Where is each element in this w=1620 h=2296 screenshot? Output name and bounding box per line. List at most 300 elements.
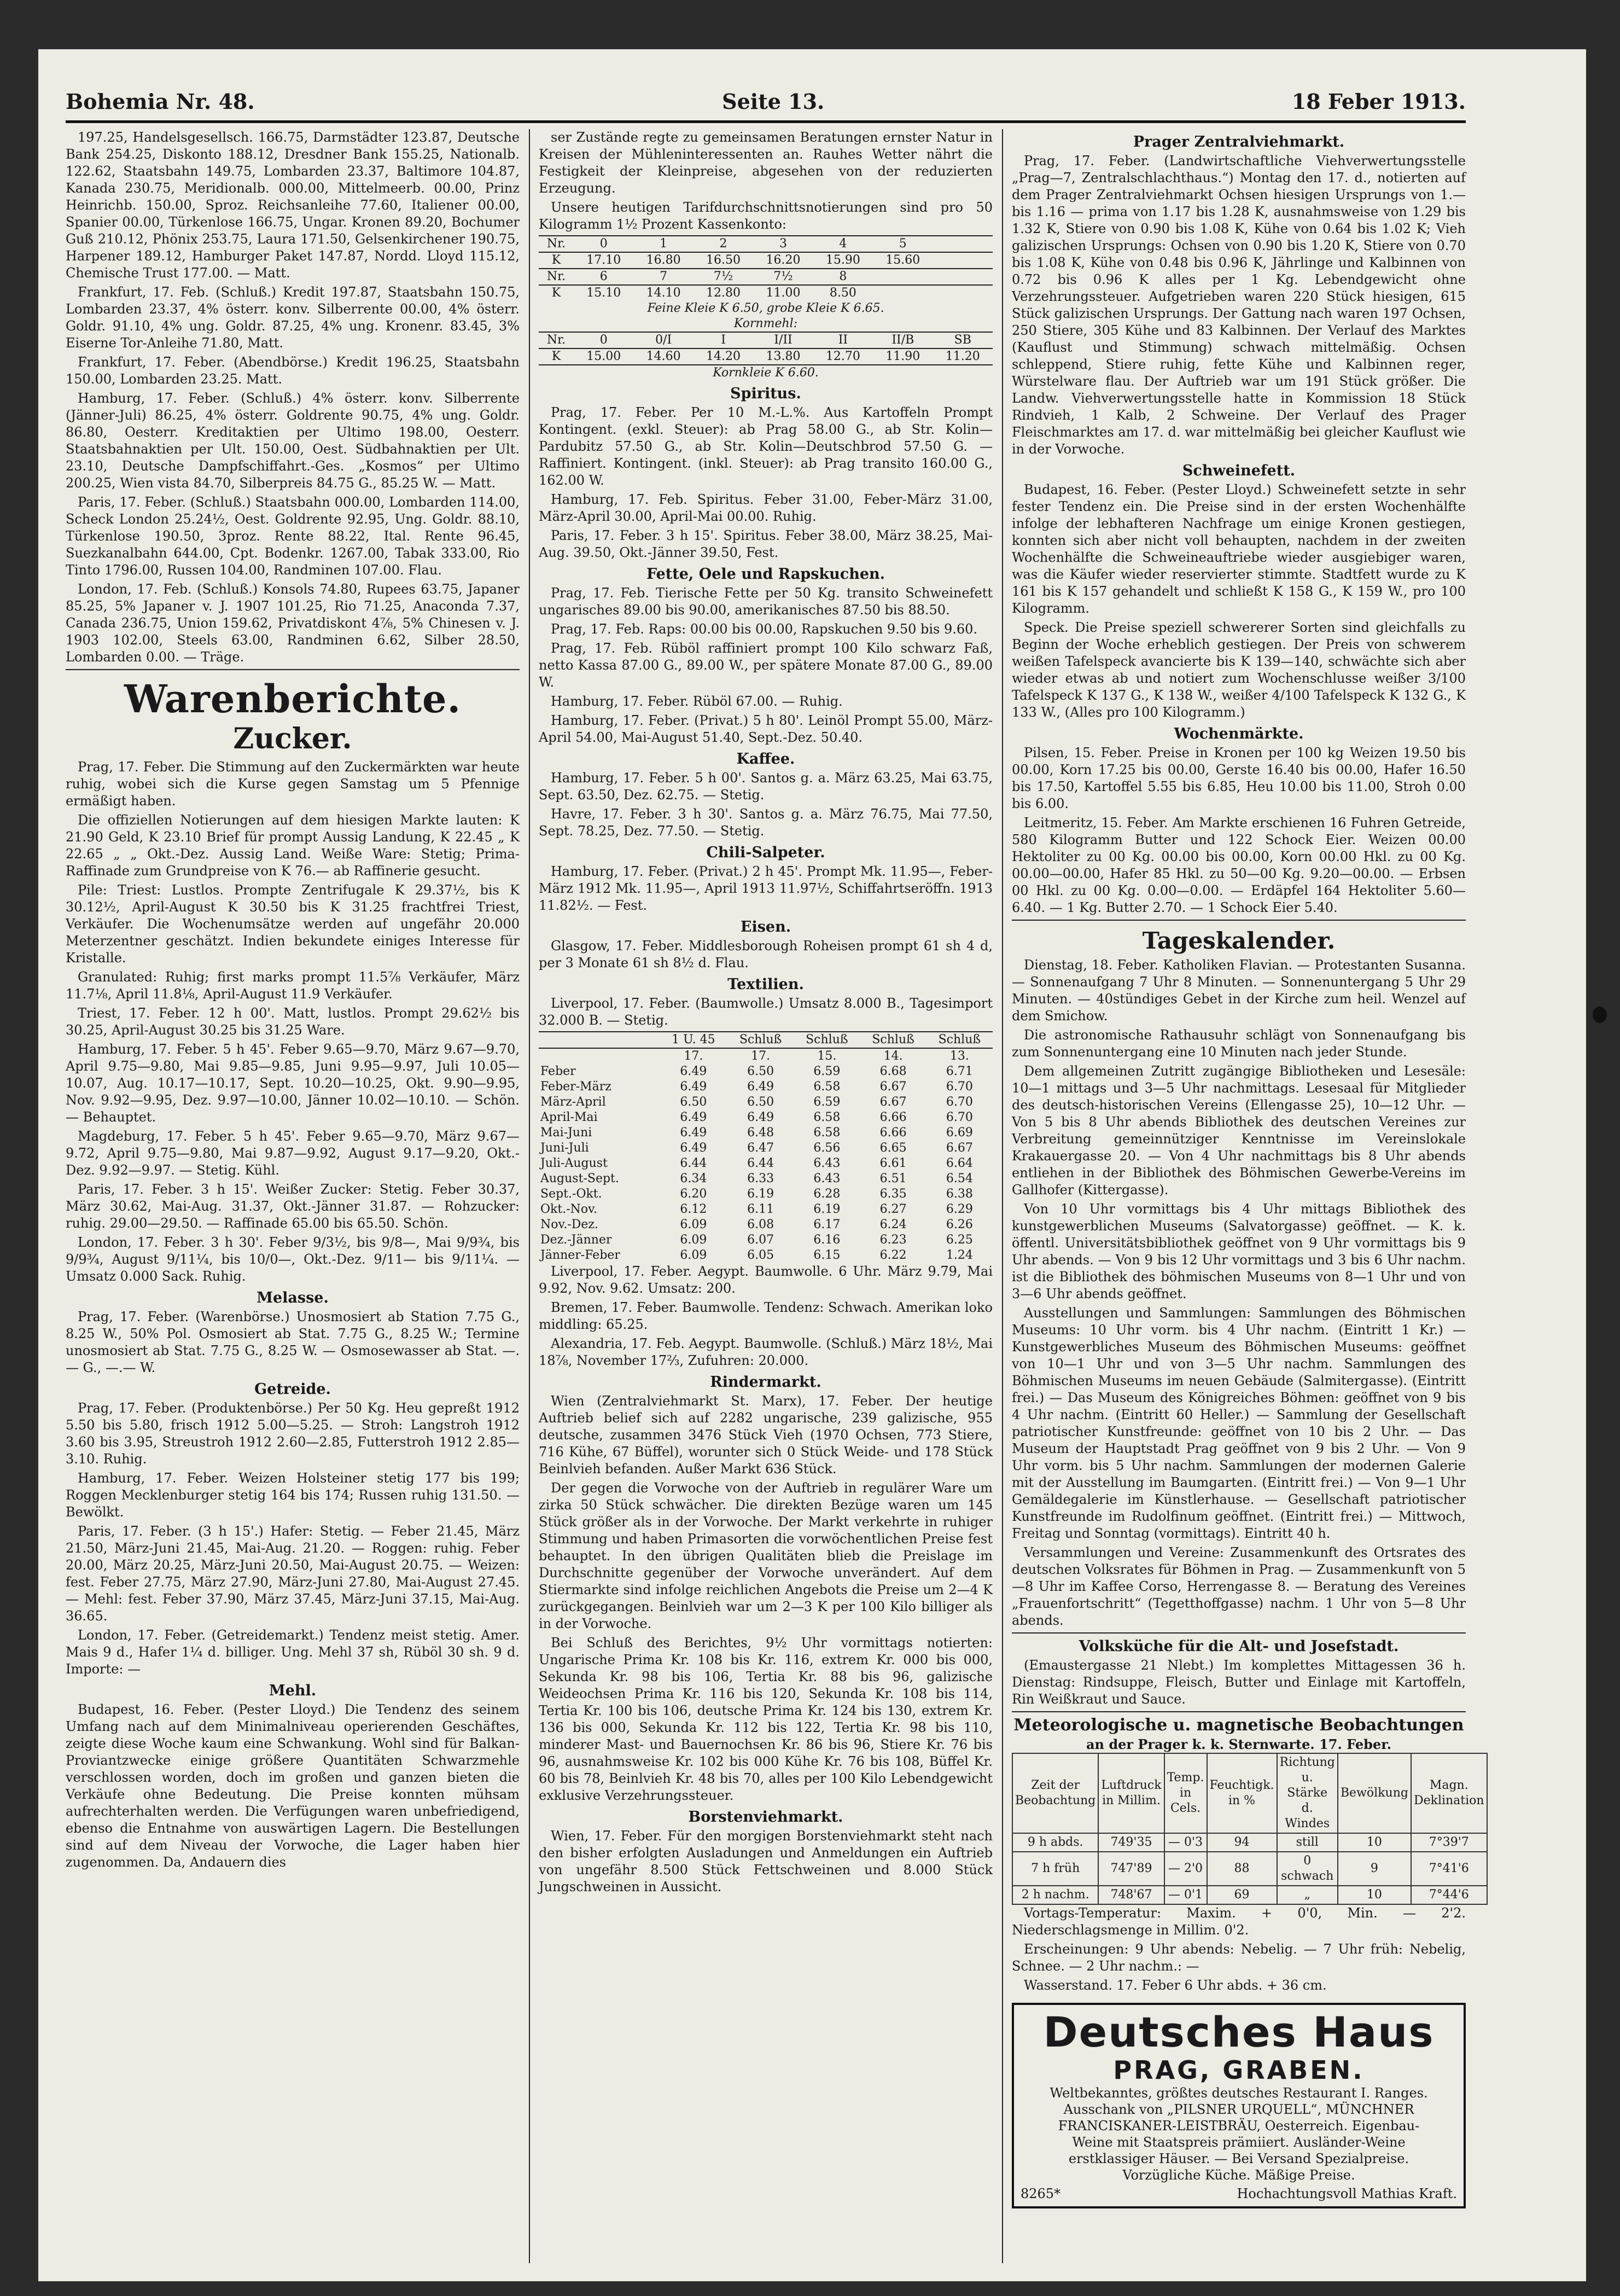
article-paragraph: Magdeburg, 17. Feber. 5 h 45'. Feber 9.65—9.70, März 9.67—9.72, April 9.75—9.80, Mai 9.87—9.92, August 9.17—9.20, Okt.-Dez. 9.92—9.97. — Stetig. Kühl. [66, 1129, 520, 1178]
article-paragraph: Budapest, 16. Feber. (Pester Lloyd.) Die Tendenz des seinem Umfang nach auf dem Minimalniveau operierenden Geschäftes, zeigte diese Woche kaum eine Schwankung. Wohl sind für Balkan-Proviantzwecke einige größere Quantitäten Schwarzmehle verschlossen worden, doch im großen und ganzen bieten die Verkäufe ohne Bedeutung. Die Preise konnten mühsam aufrechterhalten werden. Die Verfügungen waren unbefriedigend, ebenso die Entnahme von auswärtigen Lagern. Die Bestellungen sind auf dem Niveau der Vorwoche, die Lager haben hier zugenommen. Da, Andauern dies [66, 1702, 520, 1870]
article-paragraph: Hamburg, 17. Feber. 5 h 45'. Feber 9.65—9.70, März 9.67—9.70, April 9.75—9.80, Mai 9.85—9.85, Juni 9.95—9.97, Juli 10.05—10.07, Aug. 10.17—10.17, Sept. 10.20—10.25, Okt. 9.90—9.95, Nov. 9.92—9.95, Dez. 9.97—10.00, Jänner 10.02—10.10. — Schön. — Behauptet. [66, 1042, 520, 1125]
article-paragraph: Frankfurt, 17. Feb. (Schluß.) Kredit 197.87, Staatsbahn 150.75, Lombarden 23.37, 4% österr. konv. Silberrente 00.00, 4% österr. Goldr. 91.10, 4% ung. Goldr. 87.25, 4% ung. Kronenr. 83.45, 3% Eiserne Tor-Anleihe 71.80, Matt. [66, 284, 520, 351]
table-header-cell: Feuchtigk. in % [1207, 1753, 1277, 1833]
article-paragraph: Hamburg, 17. Feber. Weizen Holsteiner stetig 177 bis 199; Roggen Mecklenburger stetig 164 bis 174; Russen ruhig 131.50. — Bewölkt. [66, 1470, 520, 1520]
table-cell: 6.43 [813, 1156, 841, 1170]
table-cell: 13.80 [766, 350, 801, 363]
table-row [539, 1156, 993, 1171]
table-note: Kornmehl: [733, 317, 798, 330]
table-cell: 94 [1207, 1833, 1277, 1852]
table-cell: 6.38 [946, 1187, 973, 1201]
table-cell: Schluß [872, 1033, 914, 1047]
table-cell: Nr. [546, 270, 566, 283]
table-cell: 15. [817, 1049, 837, 1063]
table-cell: 12.80 [706, 286, 741, 300]
article-paragraph: Paris, 17. Feber. (Schluß.) Staatsbahn 000.00, Lombarden 114.00, Scheck London 25.24½, Oest. Goldrente 92.95, Ung. Goldr. 88.10, Türkenlose 190.50, 3proz. Rente 88.22, Ital. Rente 96.45, Suezkanalbahn 644.00, Cpt. Bodenkr. 1267.00, Tabak 333.00, Rio Tinto 1796.00, Russen 104.00, Randminen 107.00. Flau. [66, 495, 520, 578]
table-cell: Sept.-Okt. [540, 1187, 602, 1201]
table-cell: Schluß [938, 1033, 981, 1047]
table-cell: Nov.-Dez. [540, 1218, 598, 1231]
column-rule-2 [1002, 129, 1003, 2263]
table-cell: 6.50 [680, 1095, 707, 1109]
table-row [539, 1079, 993, 1095]
section-heading-zucker: Zucker. [233, 722, 352, 755]
table-cell: 16.80 [646, 253, 681, 267]
section-rule [1012, 920, 1466, 921]
ad-subtitle: PRAG, GRABEN. [1113, 2055, 1365, 2085]
header-right: 18 Feber 1913. [1291, 89, 1466, 114]
table-cell: 0 [599, 333, 608, 347]
table-cell: Dez.-Jänner [540, 1233, 612, 1247]
table-cell: 69 [1207, 1886, 1277, 1904]
article-paragraph: Hamburg, 17. Feber. Rüböl 67.00. — Ruhig. [551, 694, 843, 709]
article-paragraph: Prag, 17. Feb. Tierische Fette per 50 Kg. transito Schweinefett ungarisches 89.00 bis 90.00, amerikanisches 87.50 bis 88.50. [539, 585, 993, 618]
table-header-cell: Zeit der Beobachtung [1012, 1753, 1098, 1833]
table-note: Feine Kleie K 6.50, grobe Kleie K 6.65. [647, 301, 884, 315]
table-cell: 6.50 [747, 1095, 774, 1109]
table-header-cell: Magn. Deklination [1411, 1753, 1487, 1833]
header-center: Seite 13. [722, 89, 825, 114]
article-paragraph: Versammlungen und Vereine: Zusammenkunft des Ortsrates des deutschen Volksrates für Böhmen in Prag. — Zusammenkunft von 5—8 Uhr im Kaffee Corso, Herrengasse 8. — Beratung des Vereines „Frauenfortschritt“ (Tegetthoffgasse) nachm. 1 Uhr von 5—8 Uhr abends. [1012, 1545, 1466, 1628]
article-paragraph: Unsere heutigen Tarifdurchschnittsnotierungen sind pro 50 Kilogramm 1½ Prozent Kassenkonto: [539, 200, 993, 232]
article-paragraph: Dienstag, 18. Feber. Katholiken Flavian. — Protestanten Susanna. — Sonnenaufgang 7 Uhr 8 Minuten. — Sonnenuntergang 5 Uhr 29 Minuten. — 40stündiges Gebet in der Kirche zum heil. Wenzel auf dem Smichow. [1012, 957, 1466, 1024]
table-row [539, 1187, 993, 1202]
flour-price-table [539, 235, 993, 381]
table-cell: 9 [1338, 1852, 1411, 1886]
table-header-row [1012, 1753, 1487, 1833]
table-header-cell: Luftdruck in Millim. [1098, 1753, 1164, 1833]
ad-line: erstklassiger Häuser. — Bei Versand Spezialpreise. [1068, 2151, 1409, 2166]
article-paragraph: Die astronomische Rathausuhr schlägt von Sonnenaufgang bis zum Sonnenuntergang eine 10 Minuten nach jeder Stunde. [1012, 1027, 1466, 1060]
section-heading-rindermarkt: Rindermarkt. [710, 1374, 821, 1391]
table-cell: 11.90 [885, 350, 920, 363]
table-cell: März-April [540, 1095, 606, 1109]
table-row [539, 1248, 993, 1263]
article-paragraph: Hamburg, 17. Feber. (Privat.) 5 h 80'. Leinöl Prompt 55.00, März-April 54.00, Mai-August 51.40, Sept.-Dez. 50.40. [539, 713, 993, 745]
table-cell: 6.69 [946, 1126, 973, 1140]
table-cell: 0 [599, 237, 608, 251]
ad-line: Vorzügliche Küche. Mäßige Preise. [1122, 2167, 1355, 2183]
table-cell: 7°44'6 [1411, 1886, 1487, 1904]
table-cell: 6.20 [680, 1187, 707, 1201]
section-heading-chili: Chili-Salpeter. [706, 844, 825, 861]
table-cell: 4 [839, 237, 847, 251]
table-cell: 17. [684, 1049, 703, 1063]
table-cell: 6.49 [680, 1065, 707, 1078]
ad-line: FRANCISKANER-LEISTBRÄU, Oesterreich. Eigenbau- [1058, 2118, 1420, 2134]
table-cell: 6.66 [879, 1111, 907, 1124]
table-cell: 6.12 [680, 1202, 707, 1216]
table-cell: 17.10 [586, 253, 621, 267]
table-row [1012, 1852, 1487, 1886]
article-paragraph: Speck. Die Preise speziell schwererer Sorten sind gleichfalls zu Beginn der Woche erheblich gestiegen. Der Preis von schwerem weißen Tafelspeck avancierte bis K 139—140, schwächte sich aber wieder etwas ab und notiert zum Wochenschlusse weißer 3/100 Tafelspeck K 137 G., K 138 W., weißer 4/100 Tafelspeck K 132 G., K 133 W., (Alles pro 100 Kilogramm.) [1012, 620, 1466, 720]
table-cell: 6.25 [946, 1233, 973, 1247]
ad-line: Weine mit Staatspreis prämiiert. Ausländer-Weine [1072, 2135, 1406, 2150]
table-header-row [539, 1032, 993, 1048]
table-cell: — 0'1 [1164, 1886, 1207, 1904]
table-cell: 6.58 [813, 1111, 841, 1124]
table-cell: 6.19 [813, 1202, 841, 1216]
section-heading-meteorologische: Meteorologische u. magnetische Beobachtungen [1013, 1716, 1464, 1735]
table-cell: 1 [660, 237, 668, 251]
advertisement-deutsches-haus [1012, 2003, 1466, 2208]
article-paragraph: Granulated: Ruhig; first marks prompt 11.5⅞ Verkäufer, März 11.7⅛, April 11.8⅛, April-August 11.9 Verkäufer. [66, 969, 520, 1002]
table-cell: 6.67 [946, 1141, 973, 1155]
header-left: Bohemia Nr. 48. [66, 89, 255, 114]
column-1 [66, 129, 520, 2274]
table-cell: 6.49 [747, 1080, 774, 1094]
article-paragraph: Der gegen die Vorwoche von der Auftrieb in regulärer Ware um zirka 50 Stück schwächer. Die direkten Bezüge waren um 145 Stück größer als in der Vorwoche. Der Markt verkehrte in ruhiger Stimmung und haben Primasorten die vorwöchentlichen Preise fest behauptet. In den übrigen Qualitäten blieb die Preislage im Durchschnitte gegenüber der Vorwoche unverändert. Auf dem Stiermarkte sind infolge reichlichen Angebots die Preise um 2—4 K zurückgegangen. Beinlvieh war um 2—3 K per 100 Kilo billiger als in der Vorwoche. [539, 1480, 993, 1631]
table-cell: I/II [774, 333, 792, 347]
table-cell: 0 schwach [1277, 1852, 1338, 1886]
table-cell: K [551, 253, 561, 267]
table-cell: 10 [1338, 1886, 1411, 1904]
table-cell: 7°41'6 [1411, 1852, 1487, 1886]
section-heading-spiritus: Spiritus. [730, 385, 801, 402]
table-cell: 6.70 [946, 1111, 973, 1124]
table-cell: 16.50 [706, 253, 741, 267]
table-cell: 10 [1338, 1833, 1411, 1852]
table-cell: — 2'0 [1164, 1852, 1207, 1886]
article-paragraph: Bei Schluß des Berichtes, 9½ Uhr vormittags notierten: Ungarische Prima Kr. 108 bis Kr. 116, extrem Kr. 000 bis 000, Sekunda Kr. 98 bis 106, Tertia Kr. 88 bis 96, galizische Weideochsen Prima Kr. 116 bis 120, Sekunda Kr. 108 bis 114, Tertia Kr. 100 bis 106, deutsche Prima Kr. 124 bis 130, extrem Kr. 136 bis 000, Sekunda Kr. 112 bis 122, Tertia Kr. 98 bis 110, minderer Mast- und Bauernochsen Kr. 86 bis 96, Stiere Kr. 76 bis 96, ausnahmsweise Kr. 102 bis 000 Kühe Kr. 76 bis 108, Büffel Kr. 60 bis 78, Beinlvieh Kr. 48 bis 70, alles per 100 Kilo Lebendgewicht exklusive Verzehrungssteuer. [539, 1635, 993, 1803]
article-paragraph: London, 17. Feber. (Getreidemarkt.) Tendenz meist stetig. Amer. Mais 9 d., Hafer 1¼ d. billiger. Ung. Mehl 37 sh, Rüböl 30 sh. 9 d. Importe: — [66, 1627, 520, 1677]
table-cell [873, 285, 933, 301]
table-row [1012, 1833, 1487, 1852]
table-header-row [539, 236, 993, 252]
article-paragraph: Liverpool, 17. Feber. Aegypt. Baumwolle. 6 Uhr. März 9.79, Mai 9.92, Nov. 9.62. Umsatz: 200. [539, 1264, 993, 1296]
section-heading-tageskalender: Tageskalender. [1142, 927, 1336, 954]
table-cell: 6.19 [747, 1187, 774, 1201]
table-cell: 6.71 [946, 1065, 973, 1078]
table-cell: 749'35 [1098, 1833, 1164, 1852]
table-cell: 6.05 [747, 1248, 774, 1262]
table-cell: 88 [1207, 1852, 1277, 1886]
ad-code: 8265* [1021, 2186, 1061, 2201]
cotton-price-table [539, 1031, 993, 1263]
article-paragraph: Paris, 17. Feber. 3 h 15'. Spiritus. Feber 38.00, März 38.25, Mai-Aug. 39.50, Okt.-Jänner 39.50, Fest. [539, 528, 993, 560]
section-heading-getreide: Getreide. [254, 1381, 331, 1398]
table-cell: 6.48 [747, 1126, 774, 1140]
table-row [539, 1233, 993, 1248]
ad-line: Ausschank von „PILSNER URQUELL“, MÜNCHNER [1063, 2102, 1414, 2117]
table-cell: 6.50 [747, 1065, 774, 1078]
article-paragraph: Prag, 17. Feb. Raps: 00.00 bis 00.00, Rapskuchen 9.50 bis 9.60. [551, 621, 978, 637]
article-paragraph: Prag, 17. Feber. (Warenbörse.) Unosmosiert ab Station 7.75 G., 8.25 W., 50% Pol. Osmosiert ab Stat. 7.75 G., 8.25 W.; Termine unosmosiert ab Stat. 7.75 G., 8.25 W. — Osmosewasser ab Stat. —.— G., —.— W. [66, 1309, 520, 1375]
table-cell [539, 1048, 660, 1064]
ad-signature: Hochachtungsvoll Mathias Kraft. [1237, 2186, 1457, 2201]
table-cell: „ [1277, 1886, 1338, 1904]
article-paragraph: London, 17. Feb. (Schluß.) Konsols 74.80, Rupees 63.75, Japaner 85.25, 5% Japaner v. J. 1907 101.25, Rio 71.25, Anaconda 7.37, Canada 236.75, Union 159.62, Privatdiskont 4⅞, 5% Chinesen v. J. 1903 102.00, Steels 63.00, Randminen 6.62, Silber 28.50, Lombarden 0.00. — Träge. [66, 582, 520, 665]
table-row [539, 1048, 993, 1064]
table-cell: 6.11 [747, 1202, 774, 1216]
table-row [539, 1202, 993, 1217]
table-cell: 5 [899, 237, 907, 251]
article-paragraph: Wien (Zentralviehmarkt St. Marx), 17. Feber. Der heutige Auftrieb belief sich auf 2282 ungarische, 239 galizische, 955 deutsche, zusammen 3476 Stück Vieh (1970 Ochsen, 773 Stiere, 716 Kühe, 67 Büffel), worunter sich 0 Stück Weide- und 178 Stück Beinlvieh befanden. Außer Markt 636 Stück. [539, 1393, 993, 1477]
table-cell: II/B [891, 333, 914, 347]
table-cell: 6.49 [680, 1141, 707, 1155]
page-header [66, 81, 1466, 114]
table-cell: 6.09 [680, 1233, 707, 1247]
table-cell: 6.16 [813, 1233, 841, 1247]
table-cell: 6.54 [946, 1172, 973, 1185]
table-cell: 7½ [773, 270, 793, 283]
table-cell: Juli-August [540, 1156, 608, 1170]
table-row [539, 348, 993, 365]
table-cell: 6.28 [813, 1187, 841, 1201]
article-paragraph: Prag, 17. Feber. Die Stimmung auf den Zuckermärkten war heute ruhig, wobei sich die Kurse gegen Samstag um 5 Pfennige ermäßigt haben. [66, 759, 520, 809]
table-cell: 6.68 [879, 1065, 907, 1078]
table-header-cell: Richtung u. Stärke d. Windes [1277, 1753, 1338, 1833]
table-cell: 6.47 [747, 1141, 774, 1155]
table-row [539, 1141, 993, 1156]
table-cell: 6.44 [747, 1156, 774, 1170]
table-row [539, 269, 993, 285]
article-paragraph: Triest, 17. Feber. 12 h 00'. Matt, lustlos. Prompt 29.62½ bis 30.25, April-August 30.25 bis 31.25 Ware. [66, 1005, 520, 1038]
table-cell: 6.27 [879, 1202, 907, 1216]
article-paragraph: Havre, 17. Feber. 3 h 30'. Santos g. a. März 76.75, Mai 77.50, Sept. 78.25, Dez. 77.50. — Stetig. [539, 806, 993, 839]
column-rule-1 [529, 129, 530, 2263]
table-cell: 6.67 [879, 1095, 907, 1109]
table-cell: 6.64 [946, 1156, 973, 1170]
table-cell: 15.90 [825, 253, 860, 267]
table-cell: 6.58 [813, 1126, 841, 1140]
table-row [539, 1125, 993, 1141]
table-cell: 15.60 [885, 253, 920, 267]
table-cell: 7½ [713, 270, 733, 283]
table-cell: 14.20 [706, 350, 741, 363]
table-cell: 747'89 [1098, 1852, 1164, 1886]
article-paragraph: Hamburg, 17. Feber. (Privat.) 2 h 45'. Prompt Mk. 11.95—, Feber-März 1912 Mk. 11.95—, April 1913 11.97½, Schiffahrtseröffn. 1913 11.82½. — Fest. [539, 864, 993, 913]
table-cell: 6.15 [813, 1248, 841, 1262]
table-cell: 1 U. 45 [672, 1033, 715, 1047]
table-cell: still [1277, 1833, 1338, 1852]
article-paragraph: Vortags-Temperatur: Maxim. + 0'0, Min. — 2'2. Niederschlagsmenge in Millim. 0'2. [1012, 1905, 1466, 1938]
article-paragraph: Alexandria, 17. Feb. Aegypt. Baumwolle. (Schluß.) März 18½, Mai 18⅞, November 17⅔, Zufuhren: 20.000. [539, 1336, 993, 1368]
table-cell: 6.17 [813, 1218, 841, 1231]
article-paragraph: Ausstellungen und Sammlungen: Sammlungen des Böhmischen Museums: 10 Uhr vorm. bis 4 Uhr nachm. (Eintritt 1 Kr.) — Kunstgewerbliches Museum des Böhmischen Museums: geöffnet von 10—1 Uhr und von 3—5 Uhr nachm. Sammlungen des Böhmischen Museums im neuen Gebäude (Salmitergasse). (Eintritt frei.) — Das Museum des Königreiches Böhmen: geöffnet von 9 bis 4 Uhr nachm. (Eintritt 60 Heller.) — Sammlung der Gesellschaft patriotischer Kunstfreunde: geöffnet von 10 bis 2 Uhr. — Das Museum der Hauptstadt Prag geöffnet von 9 bis 2 Uhr. — Von 9 Uhr vorm. bis 5 Uhr nachm. Sammlungen der modernen Galerie mit der Ausstellung im Baumgarten. (Eintritt frei.) — Von 9—1 Uhr Gemäldegalerie im Künstlerhause. — Gesellschaft patriotischer Kunstfreunde im Rudolfinum geöffnet. (Eintritt frei.) — Mittwoch, Freitag und Sonntag (vormittags). Eintritt 40 h. [1012, 1305, 1466, 1541]
article-paragraph: Pilsen, 15. Feber. Preise in Kronen per 100 kg Weizen 19.50 bis 00.00, Korn 17.25 bis 00.00, Gerste 16.40 bis 00.00, Hafer 16.50 bis 17.50, Kartoffel 5.55 bis 6.85, Heu 10.00 bis 11.00, Stroh 0.00 bis 6.00. [1012, 745, 1466, 811]
table-cell: 8 [839, 270, 847, 283]
column-2 [539, 129, 993, 2274]
article-paragraph: Prag, 17. Feber. Per 10 M.-L.%. Aus Kartoffeln Prompt Kontingent. (exkl. Steuer): ab Prag 58.00 G., ab Str. Kolin—Pardubitz 57.50 G., ab Str. Kolin—Deutschbrod 57.50 G. — Raffiniert. Kontingent. (inkl. Steuer): ab Prag transito 160.00 G., 162.00 W. [539, 405, 993, 488]
table-cell [933, 269, 993, 285]
article-paragraph: Glasgow, 17. Feber. Middlesborough Roheisen prompt 61 sh 4 d, per 3 Monate 61 sh 8½ d. Flau. [539, 938, 993, 970]
table-cell [933, 285, 993, 301]
table-cell: 17. [751, 1049, 771, 1063]
ad-title: Deutsches Haus [1043, 2008, 1435, 2056]
table-cell: 6.51 [879, 1172, 907, 1185]
article-paragraph: Die offiziellen Notierungen auf dem hiesigen Markte lauten: K 21.90 Geld, K 23.10 Brief für prompt Aussig Landung, K 22.45 „ K 22.65 „ „ Okt.-Dez. Aussig Land. Weiße Ware: Stetig; Prima-Raffinade zum Grundpreise von K 76.— ab Raffinerie gesucht. [66, 812, 520, 879]
table-cell: 6.49 [680, 1111, 707, 1124]
table-cell: 6.67 [879, 1080, 907, 1094]
table-cell: Okt.-Nov. [540, 1202, 597, 1216]
table-cell: Juni-Juli [540, 1141, 589, 1155]
table-cell: Feber-März [540, 1080, 611, 1094]
article-paragraph: Frankfurt, 17. Feber. (Abendbörse.) Kredit 196.25, Staatsbahn 150.00, Lombarden 23.25. Matt. [66, 354, 520, 387]
table-cell: 8.50 [829, 286, 856, 300]
header-rule [66, 120, 1466, 123]
table-cell: 6.70 [946, 1080, 973, 1094]
table-cell: K [551, 350, 561, 363]
table-cell: Jänner-Feber [540, 1248, 620, 1262]
table-cell: 6.49 [680, 1126, 707, 1140]
section-heading-volkskueche: Volksküche für die Alt- und Josefstadt. [1079, 1638, 1399, 1655]
article-paragraph: Prag, 17. Feber. (Landwirtschaftliche Viehverwertungsstelle „Prag—7, Zentralschlachthaus.“) Montag den 17. d., notierten auf dem Prager Zentralviehmarkt Ochsen hiesigen Ursprungs von 1.— bis 1.16 — prima von 1.17 bis 1.28 K, ausnahmsweise von 1.29 bis 1.32 K, Stiere von 0.90 bis 1.08 K, Kühe von 0.64 bis 1.02 K; Vieh galizischen Ursprungs: Ochsen von 0.90 bis 1.20 K, Stiere von 0.70 bis 1.08 K, Kühe von 0.48 bis 0.96 K, Jährlinge und Kalbinnen von 0.72 bis 0.96 K alles per 1 Kg. Lebendgewicht ohne Verzehrungssteuer. Aufgetrieben waren 220 Stück hiesigen, 615 Stück galizischen Ursprungs. Der Gattung nach waren 197 Ochsen, 250 Stiere, 305 Kühe und 83 Kalbinnen. Der Verlauf des Marktes (Kauflust und Stimmung) schwach mittelmäßig. Ochsen schleppend, Stiere ruhig, fette Kühe und Kalbinnen reger, Würstelware flau. Der Auftrieb war um 191 Stück größer. Die Landw. Viehverwertungsstelle hatte in Kommission 18 Stück Rindvieh, 1 Kalb, 2 Schweine. Der Verlauf des Prager Fleischmarktes am 17. d. war mittelmäßig bei gleicher Kauflust wie in der Vorwoche. [1012, 153, 1466, 457]
section-heading-prager-zentralviehmarkt: Prager Zentralviehmarkt. [1133, 133, 1345, 150]
table-row [539, 1095, 993, 1110]
table-cell: 6.24 [879, 1218, 907, 1231]
article-paragraph: London, 17. Feber. 3 h 30'. Feber 9/3½, bis 9/8—, Mai 9/9¾, bis 9/9¾, August 9/11¼, bis 10/0—, Okt.-Dez. 9/11— bis 9/11¼. — Umsatz 0.000 Sack. Ruhig. [66, 1235, 520, 1284]
table-row [1012, 1886, 1487, 1904]
article-paragraph: Dem allgemeinen Zutritt zugängige Bibliotheken und Lesesäle: 10—1 mittags und 3—5 Uhr nachmittags. Lesesaal für Mitglieder des deutsch-historischen Vereins (Ellengasse 25), 10—12 Uhr. — Von 5 bis 8 Uhr abends Bibliothek des deutschen Vereines zur Verbreitung gemeinnütziger Kenntnisse im Vereinslokale Krakauergasse 20. — Von 4 Uhr nachmittags bis 8 Uhr abends entliehen in der Bibliothek des Böhmischen Gewerbe-Vereins im Gallhofer (Kittergasse). [1012, 1063, 1466, 1198]
table-cell: Schluß [806, 1033, 848, 1047]
table-cell [933, 236, 993, 252]
section-heading-schweinefett: Schweinefett. [1182, 462, 1296, 479]
table-cell: 16.20 [766, 253, 801, 267]
table-cell: — 0'3 [1164, 1833, 1207, 1852]
table-cell: 6.65 [879, 1141, 907, 1155]
ad-footer [1021, 2185, 1457, 2202]
section-heading-textilien: Textilien. [727, 976, 804, 993]
meteo-subtitle: an der Prager k. k. Sternwarte. 17. Feber. [1086, 1736, 1392, 1752]
article-paragraph: (Emaustergasse 21 Nlebt.) Im komplettes Mittagessen 36 h. Dienstag: Rindsuppe, Fleisch, Butter und Einlage mit Kartoffeln, Rin Weißkraut und Sauce. [1012, 1658, 1466, 1707]
article-paragraph: Bremen, 17. Feber. Baumwolle. Tendenz: Schwach. Amerikan loko middling: 65.25. [539, 1300, 993, 1332]
weather-table [1012, 1753, 1488, 1905]
table-cell: 6.34 [680, 1172, 707, 1185]
table-cell: I [721, 333, 726, 347]
section-heading-mehl: Mehl. [269, 1682, 317, 1699]
table-cell: K [551, 286, 561, 300]
table-cell: 6 [599, 270, 608, 283]
article-paragraph: Hamburg, 17. Feb. Spiritus. Feber 31.00, Feber-März 31.00, März-April 30.00, April-Mai 00.00. Ruhig. [539, 492, 993, 524]
table-cell: 14.10 [646, 286, 681, 300]
article-paragraph: Hamburg, 17. Feber. (Schluß.) 4% österr. konv. Silberrente (Jänner-Juli) 86.25, 4% österr. Goldrente 90.75, 4% ung. Goldr. 86.80, Oesterr. Kreditaktien per Ultimo 198.00, Oesterr. Staatsbahnaktien per Ult. 150.00, Oest. Südbahnaktien per Ult. 23.10, Deutsche Dampfschiffahrt.-Ges. „Kosmos“ per Ultimo 200.25, Wien vista 84.70, Silberpreis 84.75 G., 85.25 W. — Matt. [66, 391, 520, 491]
section-heading-wochenmaerkte: Wochenmärkte. [1174, 725, 1304, 742]
article-paragraph: Leitmeritz, 15. Feber. Am Markte erschienen 16 Fuhren Getreide, 580 Kilogramm Butter und 122 Schock Eier. Weizen 00.00 Hektoliter zu 00 Kg. 00.00 bis 00.00, Korn 00.00 Hkl. zu 00 Kg. 00.00—00.00, Hafer 85 Hkl. zu 50—00 Kg. 9.20—00.00. — Erbsen 00 Hkl. zu 00 Kg. 0.00—0.00. — Erdäpfel 164 Hektoliter 5.60—6.40. — 1 Kg. Butter 2.70. — 1 Schock Eier 5.40. [1012, 815, 1466, 915]
table-cell: 11.00 [766, 286, 801, 300]
table-cell: 6.49 [747, 1111, 774, 1124]
table-cell: 14.60 [646, 350, 681, 363]
table-cell: 12.70 [825, 350, 860, 363]
section-rule [1012, 1632, 1466, 1634]
page-dot [1593, 1007, 1607, 1023]
table-cell: 7 [660, 270, 668, 283]
table-cell: 15.00 [586, 350, 621, 363]
article-paragraph: Wasserstand. 17. Feber 6 Uhr abds. + 36 cm. [1024, 1978, 1327, 1993]
table-row [539, 365, 993, 381]
table-cell: August-Sept. [540, 1172, 619, 1185]
table-cell: 14. [883, 1049, 903, 1063]
table-cell: 6.33 [747, 1172, 774, 1185]
table-row [539, 285, 993, 301]
table-cell: 0/I [655, 333, 672, 347]
table-cell: April-Mai [540, 1111, 598, 1124]
article-paragraph: Pile: Triest: Lustlos. Prompte Zentrifugale K 29.37½, bis K 30.12½, April-August K 30.50 bis K 31.25 frachtfrei Triest, Verkäufer. Die Wochenumsätze werden auf ungefähr 20.000 Meterzentner geschätzt. Indien bekundete einiges Interesse für Kristalle. [66, 882, 520, 966]
table-cell: 6.66 [879, 1126, 907, 1140]
table-cell: 9 h abds. [1012, 1833, 1098, 1852]
table-cell: 6.07 [747, 1233, 774, 1247]
section-heading-eisen: Eisen. [740, 919, 791, 935]
table-cell: 6.43 [813, 1172, 841, 1185]
table-cell: 6.22 [879, 1248, 907, 1262]
article-paragraph: Budapest, 16. Feber. (Pester Lloyd.) Schweinefett setzte in sehr fester Tendenz ein. Die Preise sind in der ersten Wochenhälfte infolge der lebhafteren Nachfrage um einige Kronen gestiegen, konnten sich aber nicht voll behaupten, nachdem in der zweiten Wochenhälfte die Schweineauftriebe wieder ausgiebiger waren, was die Käufer wieder reservierter stimmte. Stadtfett wurde zu K 161 bis K 157 gehandelt und schließt K 158 G., K 159 W., pro 100 Kilogramm. [1012, 482, 1466, 616]
table-header-cell: Bewölkung [1338, 1753, 1411, 1833]
table-cell: Mai-Juni [540, 1126, 592, 1140]
article-paragraph: Paris, 17. Feber. 3 h 15'. Weißer Zucker: Stetig. Feber 30.37, März 30.62, Mai-Aug. 31.37, Okt.-Jänner 31.87. — Rohzucker: ruhig. 29.00—29.50. — Raffinade 65.00 bis 65.50. Schön. [66, 1182, 520, 1231]
article-paragraph: ser Zustände regte zu gemeinsamen Beratungen ernster Natur in Kreisen der Mühleninteressenten an. Rauhes Wetter nährt die Festigkeit der Kleinpreise, abgesehen von der reduzierten Erzeugung. [539, 130, 993, 196]
table-cell: 6.35 [879, 1187, 907, 1201]
article-paragraph: Liverpool, 17. Feber. (Baumwolle.) Umsatz 8.000 B., Tagesimport 32.000 B. — Stetig. [539, 996, 993, 1028]
table-cell: 6.09 [680, 1218, 707, 1231]
table-cell: SB [954, 333, 971, 347]
table-cell: II [838, 333, 848, 347]
section-heading-borstenvieh: Borstenviehmarkt. [688, 1809, 843, 1826]
table-cell: 7°39'7 [1411, 1833, 1487, 1852]
table-cell: 6.49 [680, 1080, 707, 1094]
table-cell: 6.70 [946, 1095, 973, 1109]
table-cell: 11.20 [945, 350, 980, 363]
section-heading-melasse: Melasse. [257, 1289, 329, 1306]
article-paragraph: Paris, 17. Feber. (3 h 15'.) Hafer: Stetig. — Feber 21.45, März 21.50, März-Juni 21.45, Mai-Aug. 21.20. — Roggen: ruhig. Feber 20.00, März 20.25, März-Juni 20.50, Mai-August 20.75. — Weizen: fest. Feber 27.75, März 27.90, März-Juni 27.80, Mai-August 27.45. — Mehl: fest. Feber 37.90, März 37.45, März-Juni 37.15, Mai-Aug. 36.65. [66, 1524, 520, 1624]
section-rule [66, 669, 520, 670]
table-row [539, 301, 993, 316]
table-row [539, 1171, 993, 1187]
column-3 [1012, 129, 1484, 2274]
table-row [539, 316, 993, 332]
table-cell: 6.09 [680, 1248, 707, 1262]
article-paragraph: Erscheinungen: 9 Uhr abends: Nebelig. — 7 Uhr früh: Nebelig, Schnee. — 2 Uhr nachm.: — [1012, 1942, 1466, 1974]
section-heading-kaffee: Kaffee. [736, 751, 795, 768]
table-cell: 6.59 [813, 1065, 841, 1078]
article-paragraph: Wien, 17. Feber. Für den morgigen Borstenviehmarkt steht nach den bisher erfolgten Ausladungen und Anmeldungen ein Auftrieb von ungefähr 8.500 Stück Fettschweinen und 8.000 Stück Jungschweinen in Aussicht. [539, 1828, 993, 1894]
table-cell: Feber [540, 1065, 576, 1078]
article-paragraph: Prag, 17. Feber. (Produktenbörse.) Per 50 Kg. Heu gepreßt 1912 5.50 bis 5.80, frisch 1912 5.00—5.25. — Stroh: Langstroh 1912 3.60 bis 3.95, Streustroh 1912 2.60—2.85, Futterstroh 1912 2.85—3.10. Ruhig. [66, 1400, 520, 1467]
table-cell: 1.24 [946, 1248, 973, 1262]
ad-line: Weltbekanntes, größtes deutsches Restaurant I. Ranges. [1050, 2085, 1428, 2101]
table-cell: 6.59 [813, 1095, 841, 1109]
table-cell: 7 h früh [1012, 1852, 1098, 1886]
table-row [539, 332, 993, 348]
article-paragraph: Prag, 17. Feb. Rüböl raffiniert prompt 100 Kilo schwarz Faß, netto Kassa 87.00 G., 89.00 W., per spätere Monate 87.00 G., 89.00 W. [539, 641, 993, 690]
table-cell [539, 1032, 660, 1048]
section-heading-fette: Fette, Oele und Rapskuchen. [646, 566, 885, 583]
table-header-cell: Temp. in Cels. [1164, 1753, 1207, 1833]
article-paragraph: Hamburg, 17. Feber. 5 h 00'. Santos g. a. März 63.25, Mai 63.75, Sept. 63.50, Dez. 62.75. — Stetig. [539, 770, 993, 803]
table-cell [933, 252, 993, 269]
table-row [539, 1064, 993, 1079]
table-cell: 2 h nachm. [1012, 1886, 1098, 1904]
table-cell [873, 269, 933, 285]
table-cell: 6.44 [680, 1156, 707, 1170]
table-cell: 3 [779, 237, 787, 251]
table-cell: 6.26 [946, 1218, 973, 1231]
table-cell: 6.56 [813, 1141, 841, 1155]
table-cell: Nr. [546, 333, 566, 347]
article-paragraph: 197.25, Handelsgesellsch. 166.75, Darmstädter 123.87, Deutsche Bank 254.25, Diskonto 188.12, Dresdner Bank 155.25, Nationalb. 122.62, Staatsbahn 149.75, Lombarden 23.37, Baltimore 104.87, Kanada 230.75, Meridionalb. 000.00, Mittelmeerb. 00.00, Prinz Heinrichb. 150.00, Sproz. Reichsanleihe 77.60, Italiener 00.00, Spanier 00.00, Türkenlose 166.75, Ungar. Kronen 89.20, Bochumer Guß 210.12, Phönix 253.75, Laura 171.50, Gelsenkirchener 190.75, Harpener 189.12, Hamburger Paket 147.87, Nordd. Lloyd 115.12, Chemische Trust 177.00. — Matt. [66, 130, 520, 281]
table-cell: 6.08 [747, 1218, 774, 1231]
table-row [539, 1217, 993, 1233]
table-cell: Schluß [739, 1033, 782, 1047]
table-row [539, 1110, 993, 1125]
table-cell: 6.29 [946, 1202, 973, 1216]
table-cell: Nr. [546, 237, 566, 251]
table-cell: 6.58 [813, 1080, 841, 1094]
table-note: Kornkleie K 6.60. [713, 366, 819, 380]
section-rule [1012, 1711, 1466, 1712]
table-row [539, 252, 993, 269]
table-cell: 6.23 [879, 1233, 907, 1247]
section-heading-warenberichte: Warenberichte. [124, 676, 461, 722]
article-paragraph: Von 10 Uhr vormittags bis 4 Uhr mittags Bibliothek des kunstgewerblichen Museums (Salvatorgasse) geöffnet. — K. k. öffentl. Universitätsbibliothek geöffnet von 9 Uhr vormittags bis 9 Uhr abends. — Von 9 bis 12 Uhr vormittags und 3 bis 6 Uhr nachm. ist die Bibliothek des böhmischen Museums von 8—1 Uhr und von 3—6 Uhr abends geöffnet. [1012, 1201, 1466, 1301]
